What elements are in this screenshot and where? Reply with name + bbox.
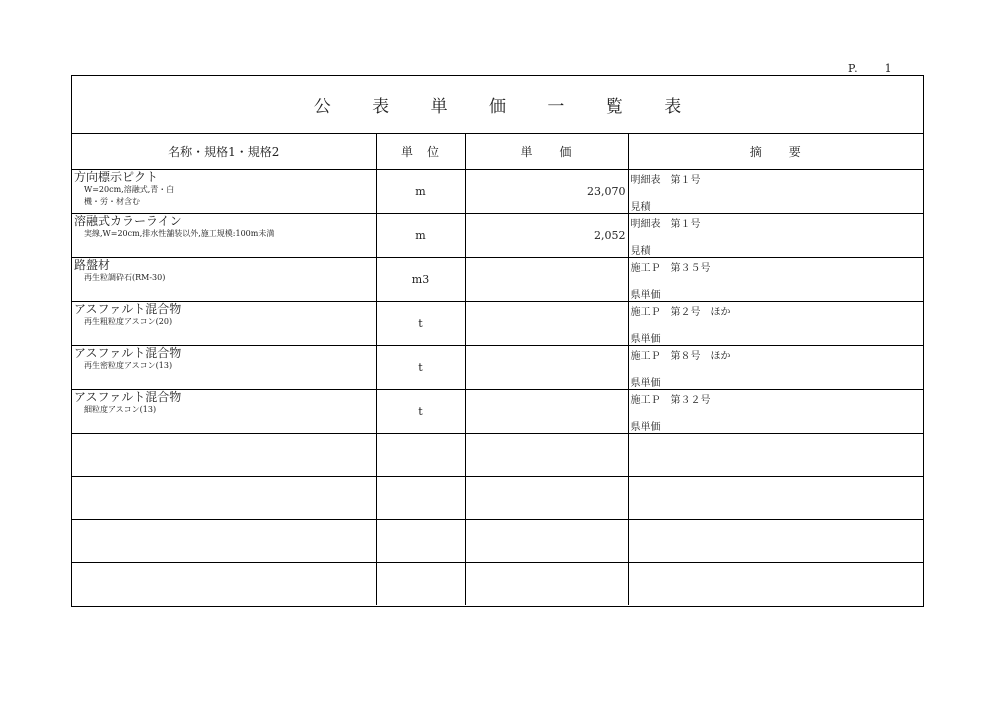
note-reference: 施工Ｐ 第８号 ほか	[630, 351, 731, 362]
note-cell	[628, 390, 923, 434]
item-name: 路盤材	[74, 258, 111, 272]
table-row	[72, 390, 923, 434]
item-unit: t	[376, 390, 465, 434]
note-reference: 明細表 第１号	[630, 219, 701, 230]
note-cell	[628, 346, 923, 390]
note-cell	[628, 302, 923, 346]
note-source: 県単価	[630, 378, 661, 389]
header-note: 摘 要	[628, 134, 923, 170]
note-source: 県単価	[630, 290, 661, 301]
note-cell	[628, 170, 923, 214]
note-source: 見積	[630, 202, 651, 213]
item-price	[465, 390, 628, 434]
name-cell	[72, 390, 376, 434]
empty-cell	[465, 563, 628, 606]
empty-cell	[376, 520, 465, 563]
empty-cell	[72, 477, 376, 520]
header-row	[72, 134, 923, 170]
item-price	[465, 258, 628, 302]
price-table	[72, 134, 923, 605]
table-row	[72, 214, 923, 258]
empty-cell	[72, 434, 376, 477]
item-unit: m	[376, 214, 465, 258]
item-price	[465, 346, 628, 390]
item-price: 23,070	[465, 170, 628, 214]
item-spec1: W=20cm,溶融式,青・白	[84, 185, 175, 194]
empty-cell	[465, 477, 628, 520]
name-cell	[72, 170, 376, 214]
item-unit: t	[376, 302, 465, 346]
item-name: アスファルト混合物	[74, 390, 182, 404]
item-spec2: 機・労・材含む	[84, 197, 140, 206]
note-reference: 施工Ｐ 第２号 ほか	[630, 307, 731, 318]
note-reference: 明細表 第１号	[630, 175, 701, 186]
empty-row	[72, 563, 923, 606]
table-row	[72, 170, 923, 214]
empty-row	[72, 434, 923, 477]
item-name: アスファルト混合物	[74, 302, 182, 316]
note-cell	[628, 258, 923, 302]
empty-cell	[72, 520, 376, 563]
empty-cell	[72, 563, 376, 606]
page-number-value: 1	[884, 62, 893, 75]
note-reference: 施工Ｐ 第３２号	[630, 395, 711, 406]
name-cell	[72, 214, 376, 258]
item-name: 方向標示ピクト	[74, 170, 159, 184]
page-prefix: P.	[848, 62, 859, 75]
sheet-title: 公 表 単 価 一 覧 表	[72, 76, 923, 134]
item-spec1: 細粒度アスコン(13)	[84, 405, 157, 414]
header-name: 名称・規格1・規格2	[72, 134, 376, 170]
empty-row	[72, 477, 923, 520]
empty-row	[72, 520, 923, 563]
table-row	[72, 302, 923, 346]
price-list-sheet	[71, 75, 924, 607]
item-unit: t	[376, 346, 465, 390]
header-unit: 単 位	[376, 134, 465, 170]
table-row	[72, 346, 923, 390]
note-reference: 施工Ｐ 第３５号	[630, 263, 711, 274]
name-cell	[72, 346, 376, 390]
item-spec1: 再生粒調砕石(RM-30)	[84, 273, 166, 282]
empty-cell	[376, 434, 465, 477]
item-spec1: 再生粗粒度アスコン(20)	[84, 317, 173, 326]
table-row	[72, 258, 923, 302]
empty-cell	[465, 434, 628, 477]
page-number	[848, 62, 893, 75]
note-source: 見積	[630, 246, 651, 257]
note-source: 県単価	[630, 422, 661, 433]
item-spec1: 再生密粒度アスコン(13)	[84, 361, 173, 370]
empty-cell	[628, 477, 923, 520]
empty-cell	[465, 520, 628, 563]
item-name: 溶融式カラーライン	[74, 214, 182, 228]
note-source: 県単価	[630, 334, 661, 345]
empty-cell	[376, 477, 465, 520]
name-cell	[72, 302, 376, 346]
note-cell	[628, 214, 923, 258]
name-cell	[72, 258, 376, 302]
empty-cell	[376, 563, 465, 606]
item-unit: m	[376, 170, 465, 214]
item-price	[465, 302, 628, 346]
item-price: 2,052	[465, 214, 628, 258]
item-unit: m3	[376, 258, 465, 302]
item-name: アスファルト混合物	[74, 346, 182, 360]
item-spec1: 実線,W=20cm,排水性舗装以外,施工規模:100m未満	[84, 229, 275, 238]
header-price: 単 価	[465, 134, 628, 170]
empty-cell	[628, 563, 923, 606]
empty-cell	[628, 520, 923, 563]
empty-cell	[628, 434, 923, 477]
